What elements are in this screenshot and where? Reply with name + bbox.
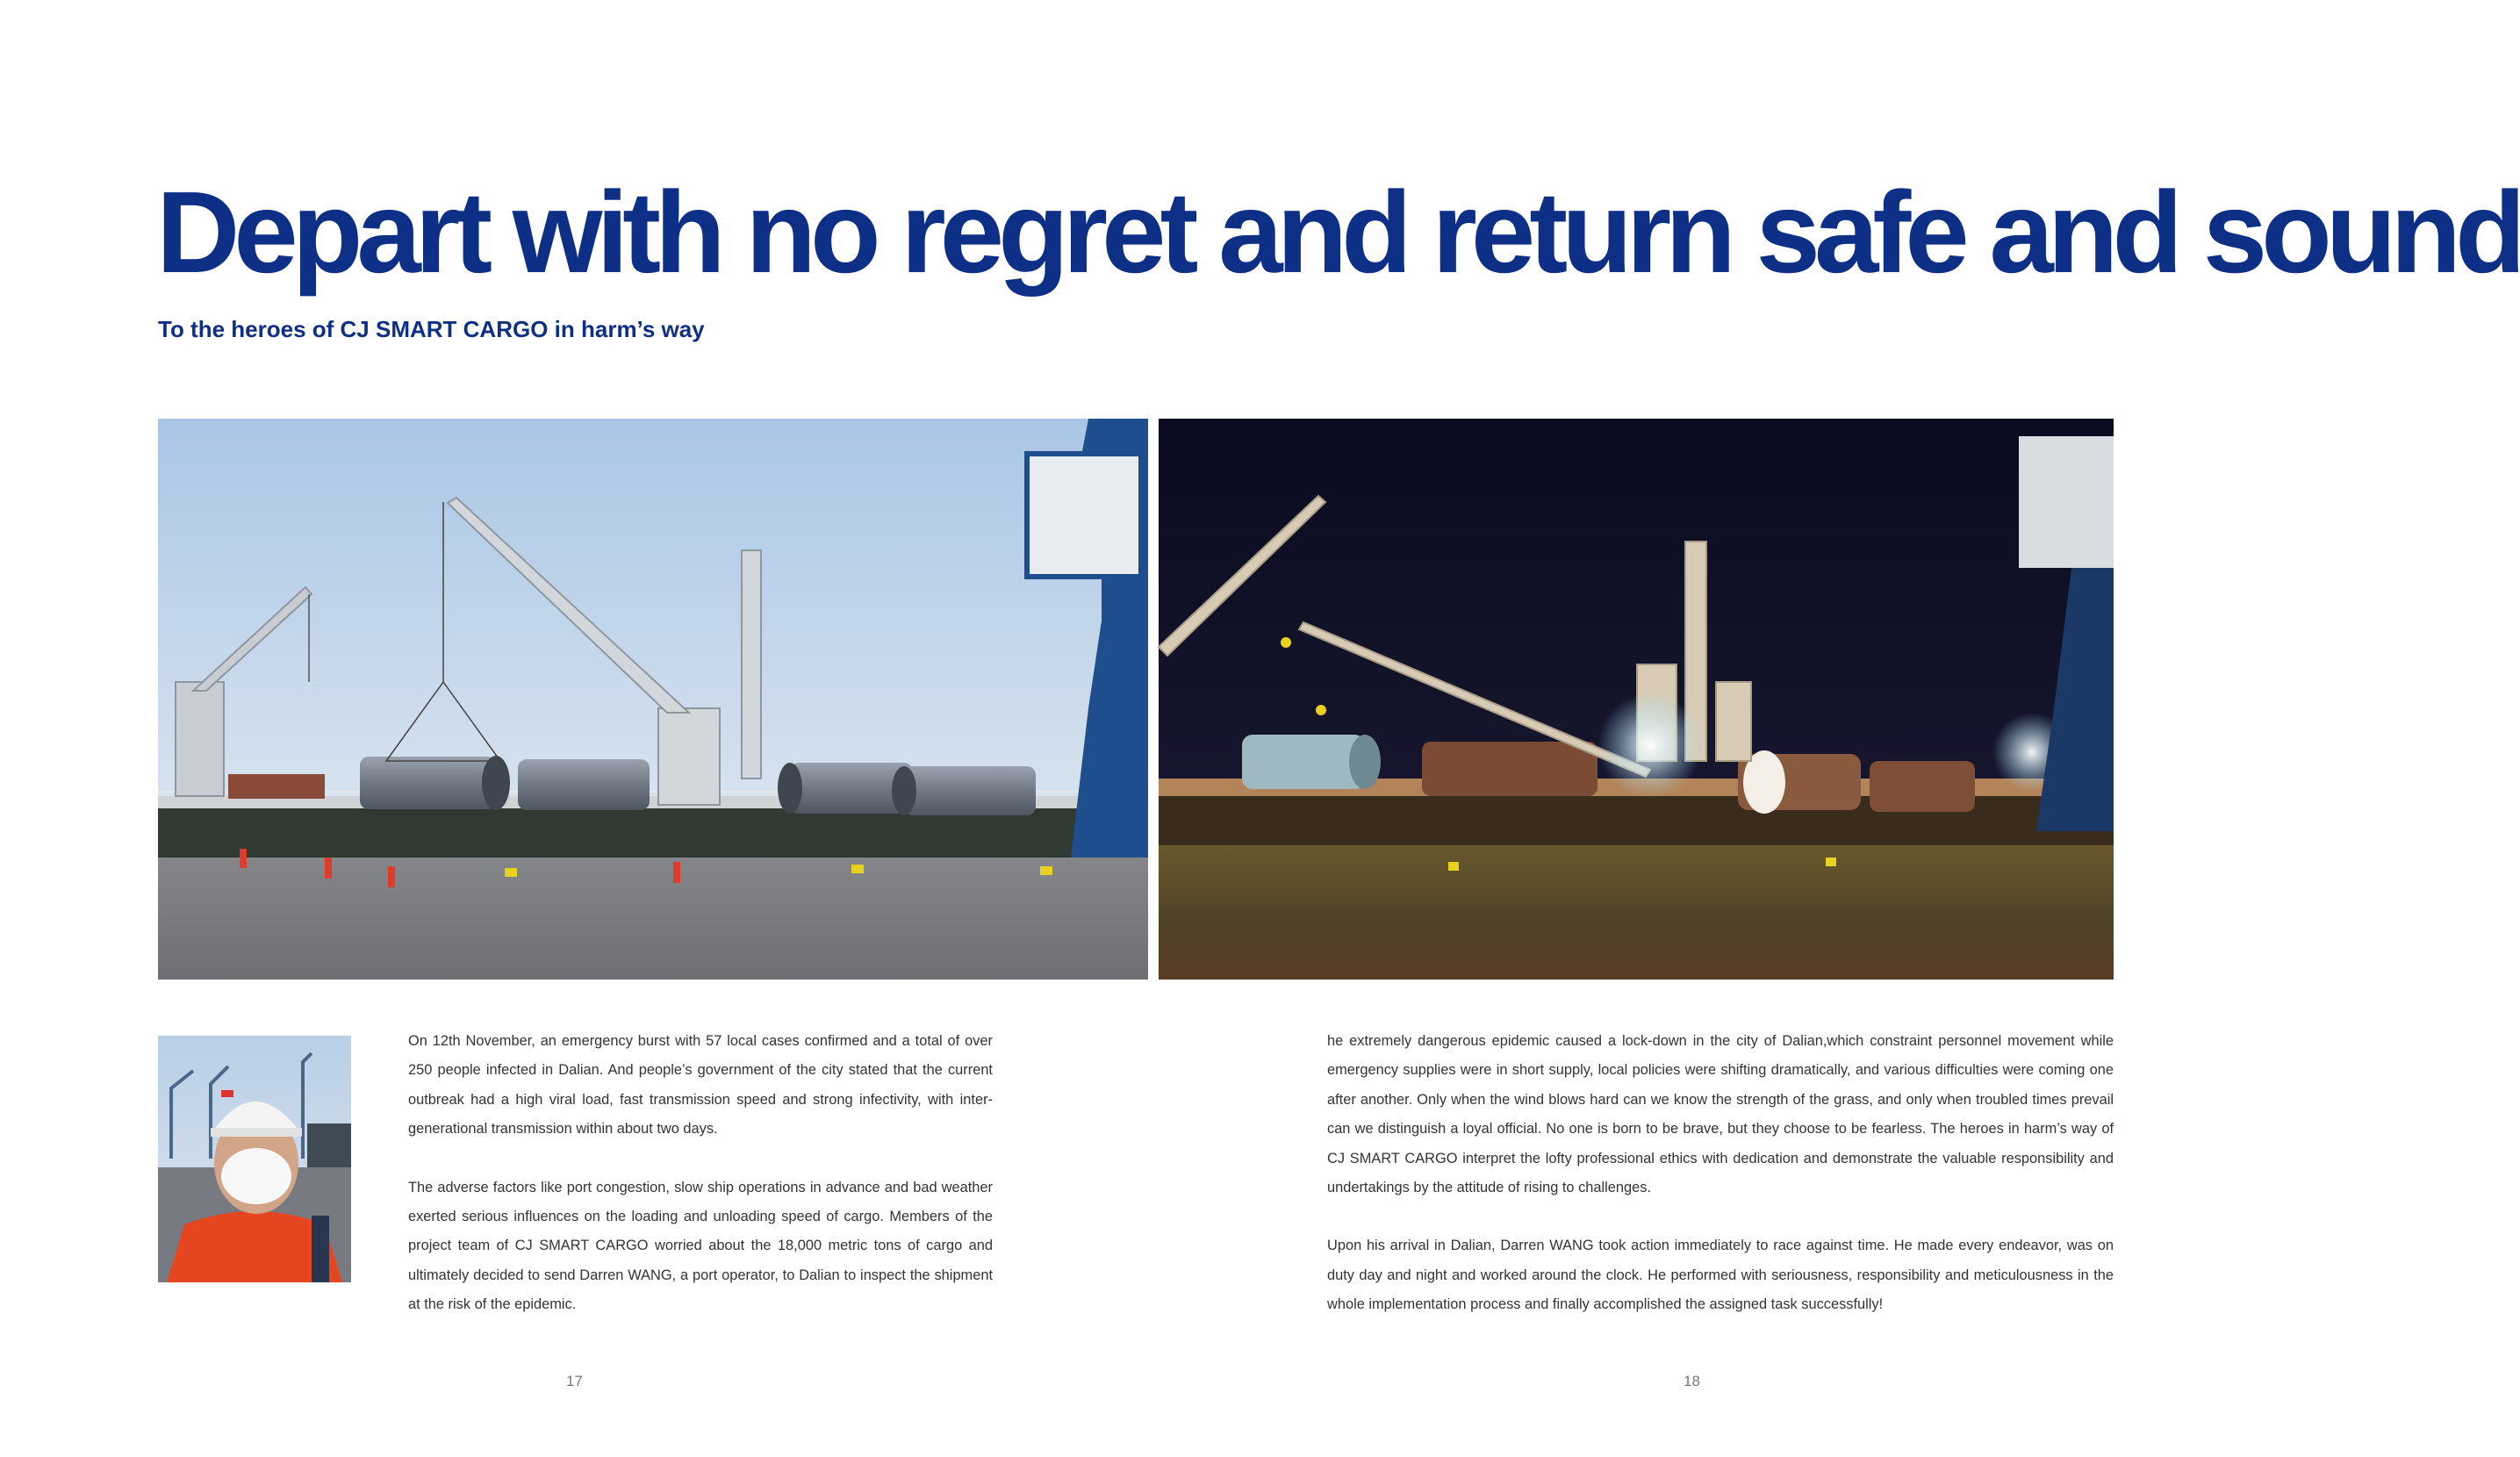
page-number-right: 18 (1684, 1373, 1700, 1389)
article-left-column (408, 1027, 993, 1349)
article-paragraph: On 12th November, an emergency burst with 57 local cases confirmed and a total of over 250 people infected in Dalian. And people’s government of the city stated that the current outbreak had a high viral load, fast transmission speed and strong infectivity, with inter-generational transmission within about two days. (408, 1033, 993, 1138)
port-crane-night-photo (1159, 419, 2114, 980)
article-right-column (1327, 1027, 2114, 1349)
article-paragraph: Upon his arrival in Dalian, Darren WANG took action immediately to race against time. He made every endeavor, was on duty day and night and worked around the clock. He performed with seriousness, responsibility and meticulousness in the whole implementation process and finally accomplished the assigned task successfully! (1327, 1238, 2114, 1313)
page-number-left: 17 (566, 1373, 583, 1389)
page-title: Depart with no regret and return safe and sound (156, 168, 2520, 297)
page-subtitle: To the heroes of CJ SMART CARGO in harm’s way (158, 316, 705, 342)
article-paragraph: The adverse factors like port congestion, slow ship operations in advance and bad weather exerted serious influences on the loading and unloading speed of cargo. Members of the project team of CJ SMART CARGO worried about the 18,000 metric tons of cargo and ultimately decided to send Darren WANG, a port operator, to Dalian to inspect the shipment at the risk of the epidemic. (408, 1179, 993, 1313)
worker-portrait-photo (158, 1036, 351, 1282)
port-crane-daytime-photo (158, 419, 1148, 980)
article-paragraph: he extremely dangerous epidemic caused a lock-down in the city of Dalian,which constraint personnel movement while emergency supplies were in short supply, local policies were shifting dramatically, and various difficulties were coming one after another. Only when the wind blows hard can we know the strength of the grass, and only when troubled times prevail can we distinguish a loyal official. No one is born to be brave, but they choose to be fearless. The heroes in harm’s way of CJ SMART CARGO interpret the lofty professional ethics with dedication and demonstrate the valuable responsibility and undertakings by the attitude of rising to challenges. (1327, 1033, 2114, 1196)
